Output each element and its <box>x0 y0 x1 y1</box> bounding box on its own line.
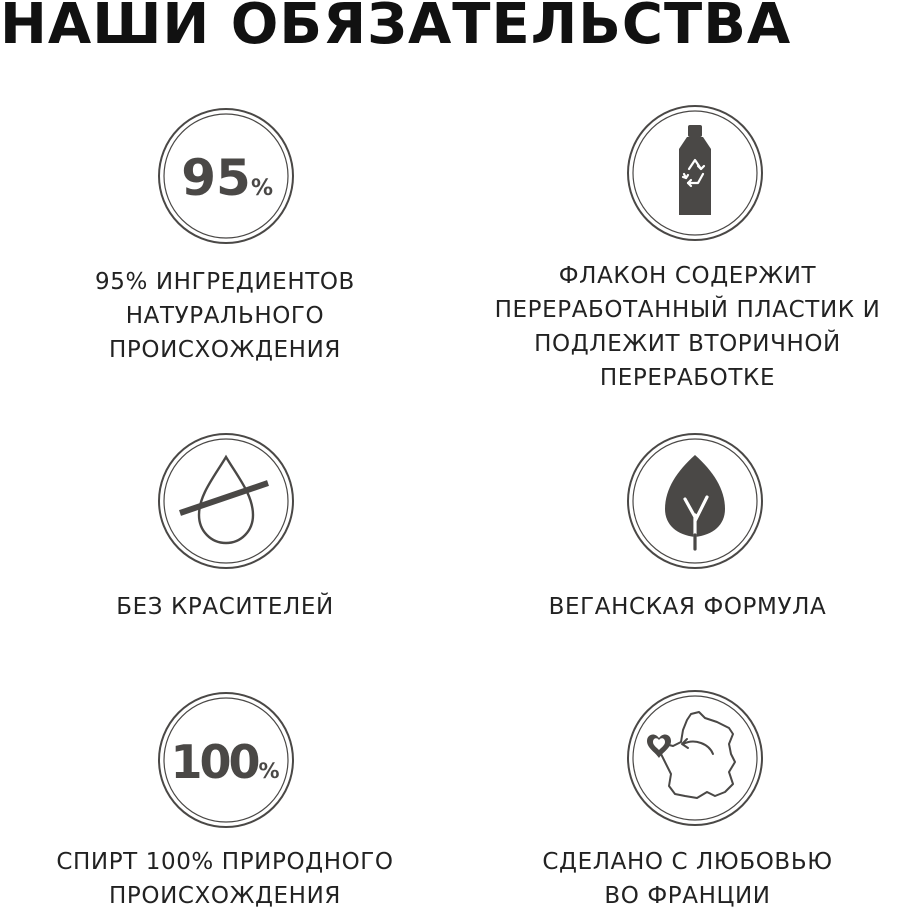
badge-number: 100 <box>170 735 258 789</box>
percent-95-icon <box>156 106 296 246</box>
badge-unit: % <box>258 759 280 783</box>
caption-made-in-france: СДЕЛАНО С ЛЮБОВЬЮ ВО ФРАНЦИИ <box>542 849 833 909</box>
no-dye-drop-icon <box>156 431 296 571</box>
recycled-bottle-icon <box>625 103 765 243</box>
badge-no-dyes <box>156 431 296 571</box>
badge-made-in-france <box>625 688 765 828</box>
heart-pin-icon <box>647 734 671 758</box>
badge-recycled-bottle <box>625 103 765 243</box>
caption-vegan: ВЕГАНСКАЯ ФОРМУЛА <box>548 594 827 620</box>
caption-natural-alcohol: СПИРТ 100% ПРИРОДНОГО ПРОИСХОЖДЕНИЯ <box>56 849 394 909</box>
badge-unit: % <box>250 176 274 201</box>
percent-100-icon <box>156 690 296 830</box>
badge-natural-alcohol <box>156 690 296 830</box>
badge-number: 95 <box>181 149 251 207</box>
france-heart-map-icon <box>625 688 765 828</box>
caption-recycled-bottle: ФЛАКОН СОДЕРЖИТ ПЕРЕРАБОТАННЫЙ ПЛАСТИК И ПОДЛЕЖИТ ВТОРИЧНОЙ ПЕРЕРАБОТКЕ <box>494 263 881 391</box>
badge-vegan <box>625 431 765 571</box>
caption-natural-ingredients: 95% ИНГРЕДИЕНТОВ НАТУРАЛЬНОГО ПРОИСХОЖДЕНИЯ <box>95 269 355 363</box>
page-title: НАШИ ОБЯЗАТЕЛЬСТВА <box>0 0 792 57</box>
caption-no-dyes: БЕЗ КРАСИТЕЛЕЙ <box>116 594 334 620</box>
leaf-icon <box>625 431 765 571</box>
badge-natural-ingredients <box>156 106 296 246</box>
